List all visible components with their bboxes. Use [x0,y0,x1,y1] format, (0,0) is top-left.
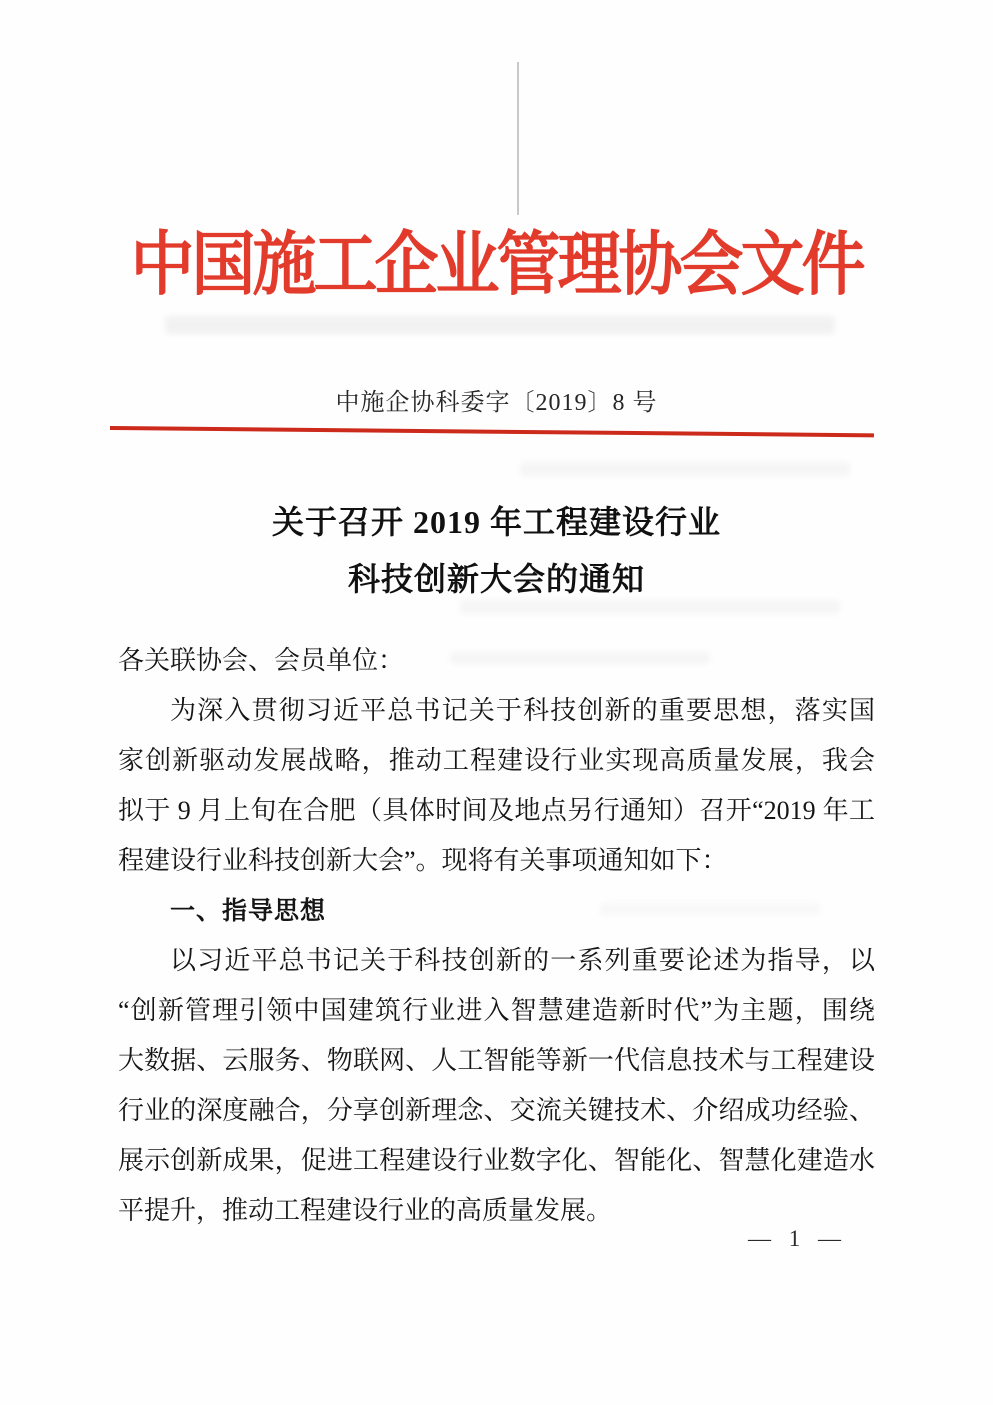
paragraph2-line: 展示创新成果，促进工程建设行业数字化、智能化、智慧化建造水 [118,1146,875,1175]
salutation: 各关联协会、会员单位： [118,646,405,675]
paragraph1-line: 程建设行业科技创新大会”。现将有关事项通知如下： [118,846,728,875]
paragraph2-line: “创新管理引领中国建筑行业进入智慧建造新时代”为主题，围绕 [118,996,875,1025]
paragraph2-line: 大数据、云服务、物联网、人工智能等新一代信息技术与工程建设 [118,1046,875,1075]
document-number: 中施企协科委字〔2019〕8 号 [335,390,658,416]
section-1-heading: 一、指导思想 [170,897,327,925]
red-divider-line [110,426,874,437]
letterhead-org-title: 中国施工企业管理协会文件 [130,226,863,304]
paragraph1-line: 拟于 9 月上旬在合肥（具体时间及地点另行通知）召开“2019 年工 [118,796,875,825]
paragraph2-line: 以习近平总书记关于科技创新的一系列重要论述为指导，以 [170,946,875,975]
paragraph1-line: 为深入贯彻习近平总书记关于科技创新的重要思想，落实国 [170,696,875,725]
scan-fold-line [517,62,519,215]
bleed-through-artifact [165,316,835,334]
page-number: — 1 — [748,1226,847,1251]
paragraph2-line: 行业的深度融合，分享创新理念、交流关键技术、介绍成功经验、 [118,1096,875,1125]
notice-title-line-1: 关于召开 2019 年工程建设行业 [271,504,721,540]
bleed-through-artifact [520,462,850,476]
notice-body [118,636,875,1236]
paragraph2-line: 平提升，推动工程建设行业的高质量发展。 [118,1196,613,1225]
paragraph1-line: 家创新驱动发展战略，推动工程建设行业实现高质量发展，我会 [118,746,875,775]
notice-title-line-2: 科技创新大会的通知 [347,561,645,597]
notice-title [0,494,993,608]
